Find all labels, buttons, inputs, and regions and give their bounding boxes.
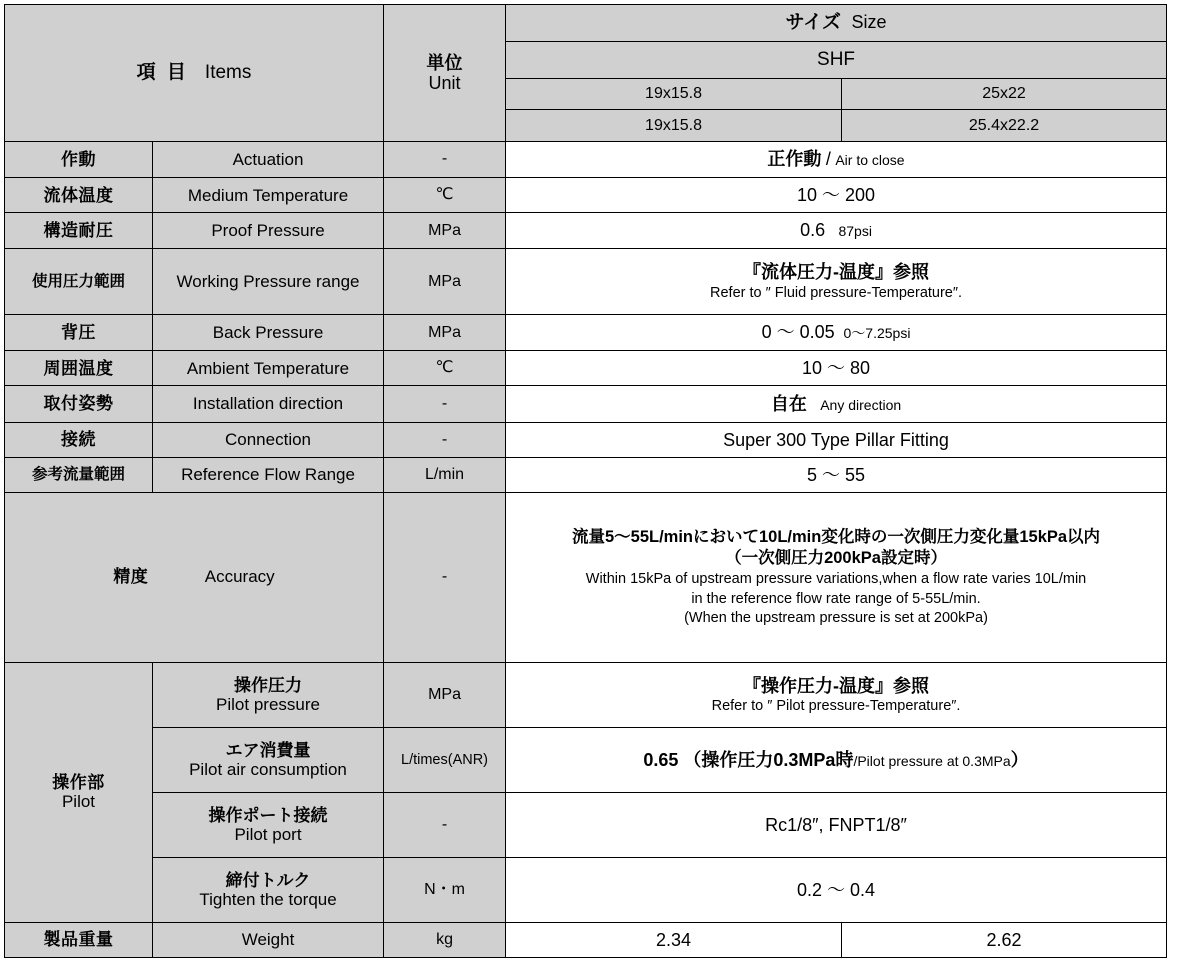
row-value [506,386,1167,422]
row-label-jp: 周囲温度 [5,351,153,386]
row-label-en: Proof Pressure [153,213,384,249]
pilot-item-value [506,662,1167,727]
value-en: Any direction [820,396,902,413]
pilot-item-unit: N・m [384,857,506,922]
items-header-en: Items [204,62,252,84]
value-note-en: /Pilot pressure at 0.3MPa [853,752,1011,769]
row-unit: L/min [384,457,506,492]
row-unit: ℃ [384,351,506,386]
weight-value-1: 2.34 [506,922,842,957]
row-label-jp: 取付姿勢 [5,386,153,422]
table-row-pilot-air-consumption [5,728,1167,793]
pilot-item-jp: 締付トルク [225,870,311,890]
row-value: 10 ～ 80 [506,351,1167,386]
row-unit: MPa [384,213,506,249]
row-label-jp: 流体温度 [5,178,153,213]
row-label-jp: 背圧 [5,314,153,350]
row-label-en: Working Pressure range [153,249,384,314]
table-row-weight [5,922,1167,957]
value-main: 0.6 [800,220,826,241]
value-imperial: 0～7.25psi [843,325,911,342]
pilot-item-unit: L/times(ANR) [384,728,506,793]
table-row-installation-direction [5,386,1167,422]
size-header-cell [506,5,1167,42]
row-label-jp: 接続 [5,422,153,457]
table-row-medium-temperature [5,178,1167,213]
pilot-item-label [153,793,384,858]
value-tail: ） [1010,749,1029,770]
row-unit: - [384,141,506,177]
items-header-cell [5,5,384,142]
accuracy-unit: - [384,492,506,662]
pilot-item-value: 0.2 ～ 0.4 [506,857,1167,922]
accuracy-label-jp: 精度 [113,567,149,587]
accuracy-value [506,492,1167,662]
row-value [506,249,1167,314]
table-row-reference-flow-range [5,457,1167,492]
row-value [506,314,1167,350]
pilot-item-value: Rc1/8″, FNPT1/8″ [506,793,1167,858]
row-unit: MPa [384,249,506,314]
unit-header-jp: 単位 [426,52,463,73]
value-reference-en: Refer to ″ Fluid pressure-Temperature″. [710,284,963,301]
size-header-jp: サイズ [785,12,841,34]
weight-unit: kg [384,922,506,957]
pilot-item-unit: MPa [384,662,506,727]
weight-label-jp: 製品重量 [5,922,153,957]
value-jp: 自在 [770,393,807,414]
value-jp: 正作動 [767,148,822,169]
pilot-item-en: Pilot pressure [216,695,320,715]
row-value: 5 ～ 55 [506,457,1167,492]
table-row-pilot-port [5,793,1167,858]
accuracy-label-cell [5,492,384,662]
row-value: Super 300 Type Pillar Fitting [506,422,1167,457]
value-en: Air to close [835,151,905,168]
table-row-ambient-temperature [5,351,1167,386]
table-row-accuracy [5,492,1167,662]
pilot-item-value [506,728,1167,793]
size-nominal-1: 19x15.8 [506,78,842,109]
size-actual-2: 25.4x22.2 [842,110,1167,141]
pilot-group-jp: 操作部 [52,773,105,793]
size-nominal-2: 25x22 [842,78,1167,109]
accuracy-label-en: Accuracy [204,567,275,587]
row-label-jp: 作動 [5,141,153,177]
value-reference-jp: 『操作圧力-温度』参照 [743,675,930,696]
table-row-proof-pressure [5,213,1167,249]
row-label-en: Reference Flow Range [153,457,384,492]
accuracy-jp-line-1: 流量5～55L/minにおいて10L/min変化時の一次側圧力変化量15kPa以内 [571,527,1101,546]
row-unit: - [384,422,506,457]
row-label-jp: 参考流量範囲 [5,457,153,492]
table-row-tighten-torque [5,857,1167,922]
series-header-cell: SHF [506,41,1167,78]
pilot-item-jp: 操作圧力 [234,676,302,695]
pilot-item-en: Tighten the torque [199,889,337,909]
row-label-jp: 使用圧力範囲 [5,249,153,314]
value-reference-en: Refer to ″ Pilot pressure-Temperature″. [711,697,961,714]
row-value [506,141,1167,177]
weight-value-2: 2.62 [842,922,1167,957]
pilot-item-en: Pilot air consumption [189,760,347,780]
table-row-connection [5,422,1167,457]
table-row-actuation [5,141,1167,177]
table-row-pilot-pressure [5,662,1167,727]
row-unit: ℃ [384,178,506,213]
pilot-item-label [153,728,384,793]
pilot-item-label [153,662,384,727]
value-reference-jp: 『流体圧力-温度』参照 [743,262,930,283]
pilot-item-jp: エア消費量 [225,741,311,761]
size-actual-1: 19x15.8 [506,110,842,141]
accuracy-en-line-3: (When the upstream pressure is set at 200kPa) [684,609,988,626]
pilot-item-en: Pilot port [234,824,302,844]
row-unit: - [384,386,506,422]
row-value: 10 ～ 200 [506,178,1167,213]
row-label-jp: 構造耐圧 [5,213,153,249]
row-label-en: Connection [153,422,384,457]
pilot-item-unit: - [384,793,506,858]
accuracy-jp-line-2: （一次側圧力200kPa設定時） [725,549,947,568]
header-row-size [5,5,1167,42]
pilot-item-jp: 操作ポート接続 [208,805,328,825]
row-value [506,213,1167,249]
specification-table [4,4,1167,958]
value-main: 0 ～ 0.05 [761,322,835,343]
value-imperial: 87psi [838,223,872,240]
weight-label-en: Weight [153,922,384,957]
pilot-item-label [153,857,384,922]
items-header-jp: 項 目 [136,62,189,84]
table-row-working-pressure-range [5,249,1167,314]
row-label-en: Medium Temperature [153,178,384,213]
unit-header-en: Unit [428,72,461,93]
unit-header-cell [384,5,506,142]
row-label-en: Actuation [153,141,384,177]
pilot-group-en: Pilot [61,792,96,812]
row-label-en: Ambient Temperature [153,351,384,386]
accuracy-en-line-2: in the reference flow rate range of 5-55L/min. [691,590,981,607]
row-unit: MPa [384,314,506,350]
value-separator: / [825,148,831,169]
size-header-en: Size [851,12,887,33]
accuracy-en-line-1: Within 15kPa of upstream pressure variations,when a flow rate varies 10L/min [585,571,1087,588]
pilot-group-label [5,662,153,922]
table-row-back-pressure [5,314,1167,350]
row-label-en: Installation direction [153,386,384,422]
value-main: 0.65 （操作圧力0.3MPa時 [643,749,854,770]
row-label-en: Back Pressure [153,314,384,350]
